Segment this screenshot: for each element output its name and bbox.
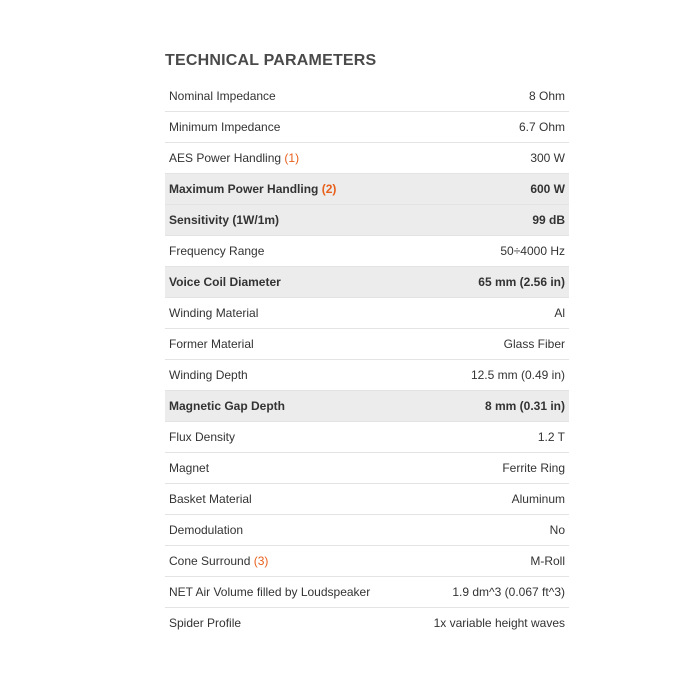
parameter-label [165, 422, 407, 453]
parameter-name: Frequency Range [169, 244, 265, 258]
parameter-value: 6.7 Ohm [407, 112, 569, 143]
parameter-label [165, 546, 407, 577]
footnote-marker: (3) [253, 554, 269, 568]
table-body [165, 81, 569, 638]
parameter-name: Winding Material [169, 306, 259, 320]
parameter-name: Flux Density [169, 430, 236, 444]
parameter-label [165, 81, 407, 112]
page-title: TECHNICAL PARAMETERS [165, 52, 377, 69]
parameter-value: 99 dB [407, 205, 569, 236]
table-row [165, 298, 569, 329]
footnote-marker: (2) [321, 182, 337, 196]
parameter-value: 65 mm (2.56 in) [407, 267, 569, 298]
table-row [165, 360, 569, 391]
parameter-label [165, 112, 407, 143]
parameter-value: No [407, 515, 569, 546]
table-row [165, 267, 569, 298]
table-row [165, 608, 569, 639]
parameter-label [165, 484, 407, 515]
parameter-value: Glass Fiber [407, 329, 569, 360]
parameter-name: Basket Material [169, 492, 252, 506]
parameter-label [165, 267, 407, 298]
technical-parameters-table [165, 81, 569, 638]
parameter-name: Spider Profile [169, 616, 242, 630]
table-row [165, 143, 569, 174]
parameter-value: 300 W [407, 143, 569, 174]
parameter-name: Maximum Power Handling [169, 182, 319, 196]
parameter-label [165, 577, 407, 608]
parameter-value: M-Roll [407, 546, 569, 577]
parameter-value: 1.9 dm^3 (0.067 ft^3) [407, 577, 569, 608]
parameter-name: Winding Depth [169, 368, 248, 382]
table-row [165, 484, 569, 515]
parameter-label [165, 143, 407, 174]
footnote-marker: (1) [284, 151, 300, 165]
table-row [165, 205, 569, 236]
parameter-value: 8 Ohm [407, 81, 569, 112]
table-row [165, 546, 569, 577]
parameter-value: Ferrite Ring [407, 453, 569, 484]
parameter-value: 600 W [407, 174, 569, 205]
parameter-value: Aluminum [407, 484, 569, 515]
table-row [165, 236, 569, 267]
parameter-label [165, 360, 407, 391]
parameter-name: AES Power Handling [169, 151, 282, 165]
parameter-value: 1.2 T [407, 422, 569, 453]
parameter-value: 12.5 mm (0.49 in) [407, 360, 569, 391]
table-row [165, 112, 569, 143]
parameter-label [165, 453, 407, 484]
parameter-label [165, 298, 407, 329]
parameter-label [165, 391, 407, 422]
parameter-value: Al [407, 298, 569, 329]
table-row [165, 515, 569, 546]
parameter-name: Magnet [169, 461, 210, 475]
parameter-name: Former Material [169, 337, 254, 351]
table-row [165, 329, 569, 360]
table-row [165, 577, 569, 608]
parameter-label [165, 329, 407, 360]
parameter-name: Cone Surround [169, 554, 251, 568]
parameter-value: 8 mm (0.31 in) [407, 391, 569, 422]
parameter-label [165, 205, 407, 236]
parameter-name: Voice Coil Diameter [169, 275, 281, 289]
parameter-label [165, 174, 407, 205]
parameter-value: 1x variable height waves [433, 616, 565, 630]
parameter-label [165, 236, 407, 267]
parameter-name: Sensitivity (1W/1m) [169, 213, 280, 227]
parameter-name: Demodulation [169, 523, 244, 537]
parameter-name: NET Air Volume filled by Loudspeaker [169, 585, 371, 599]
parameter-name: Magnetic Gap Depth [169, 399, 286, 413]
parameter-value: 50÷4000 Hz [407, 236, 569, 267]
table-row [165, 391, 569, 422]
table-row [165, 81, 569, 112]
parameter-label [165, 608, 407, 639]
table-row [165, 453, 569, 484]
table-row [165, 422, 569, 453]
parameter-label [165, 515, 407, 546]
parameter-name: Nominal Impedance [169, 89, 276, 103]
parameter-name: Minimum Impedance [169, 120, 281, 134]
table-row [165, 174, 569, 205]
